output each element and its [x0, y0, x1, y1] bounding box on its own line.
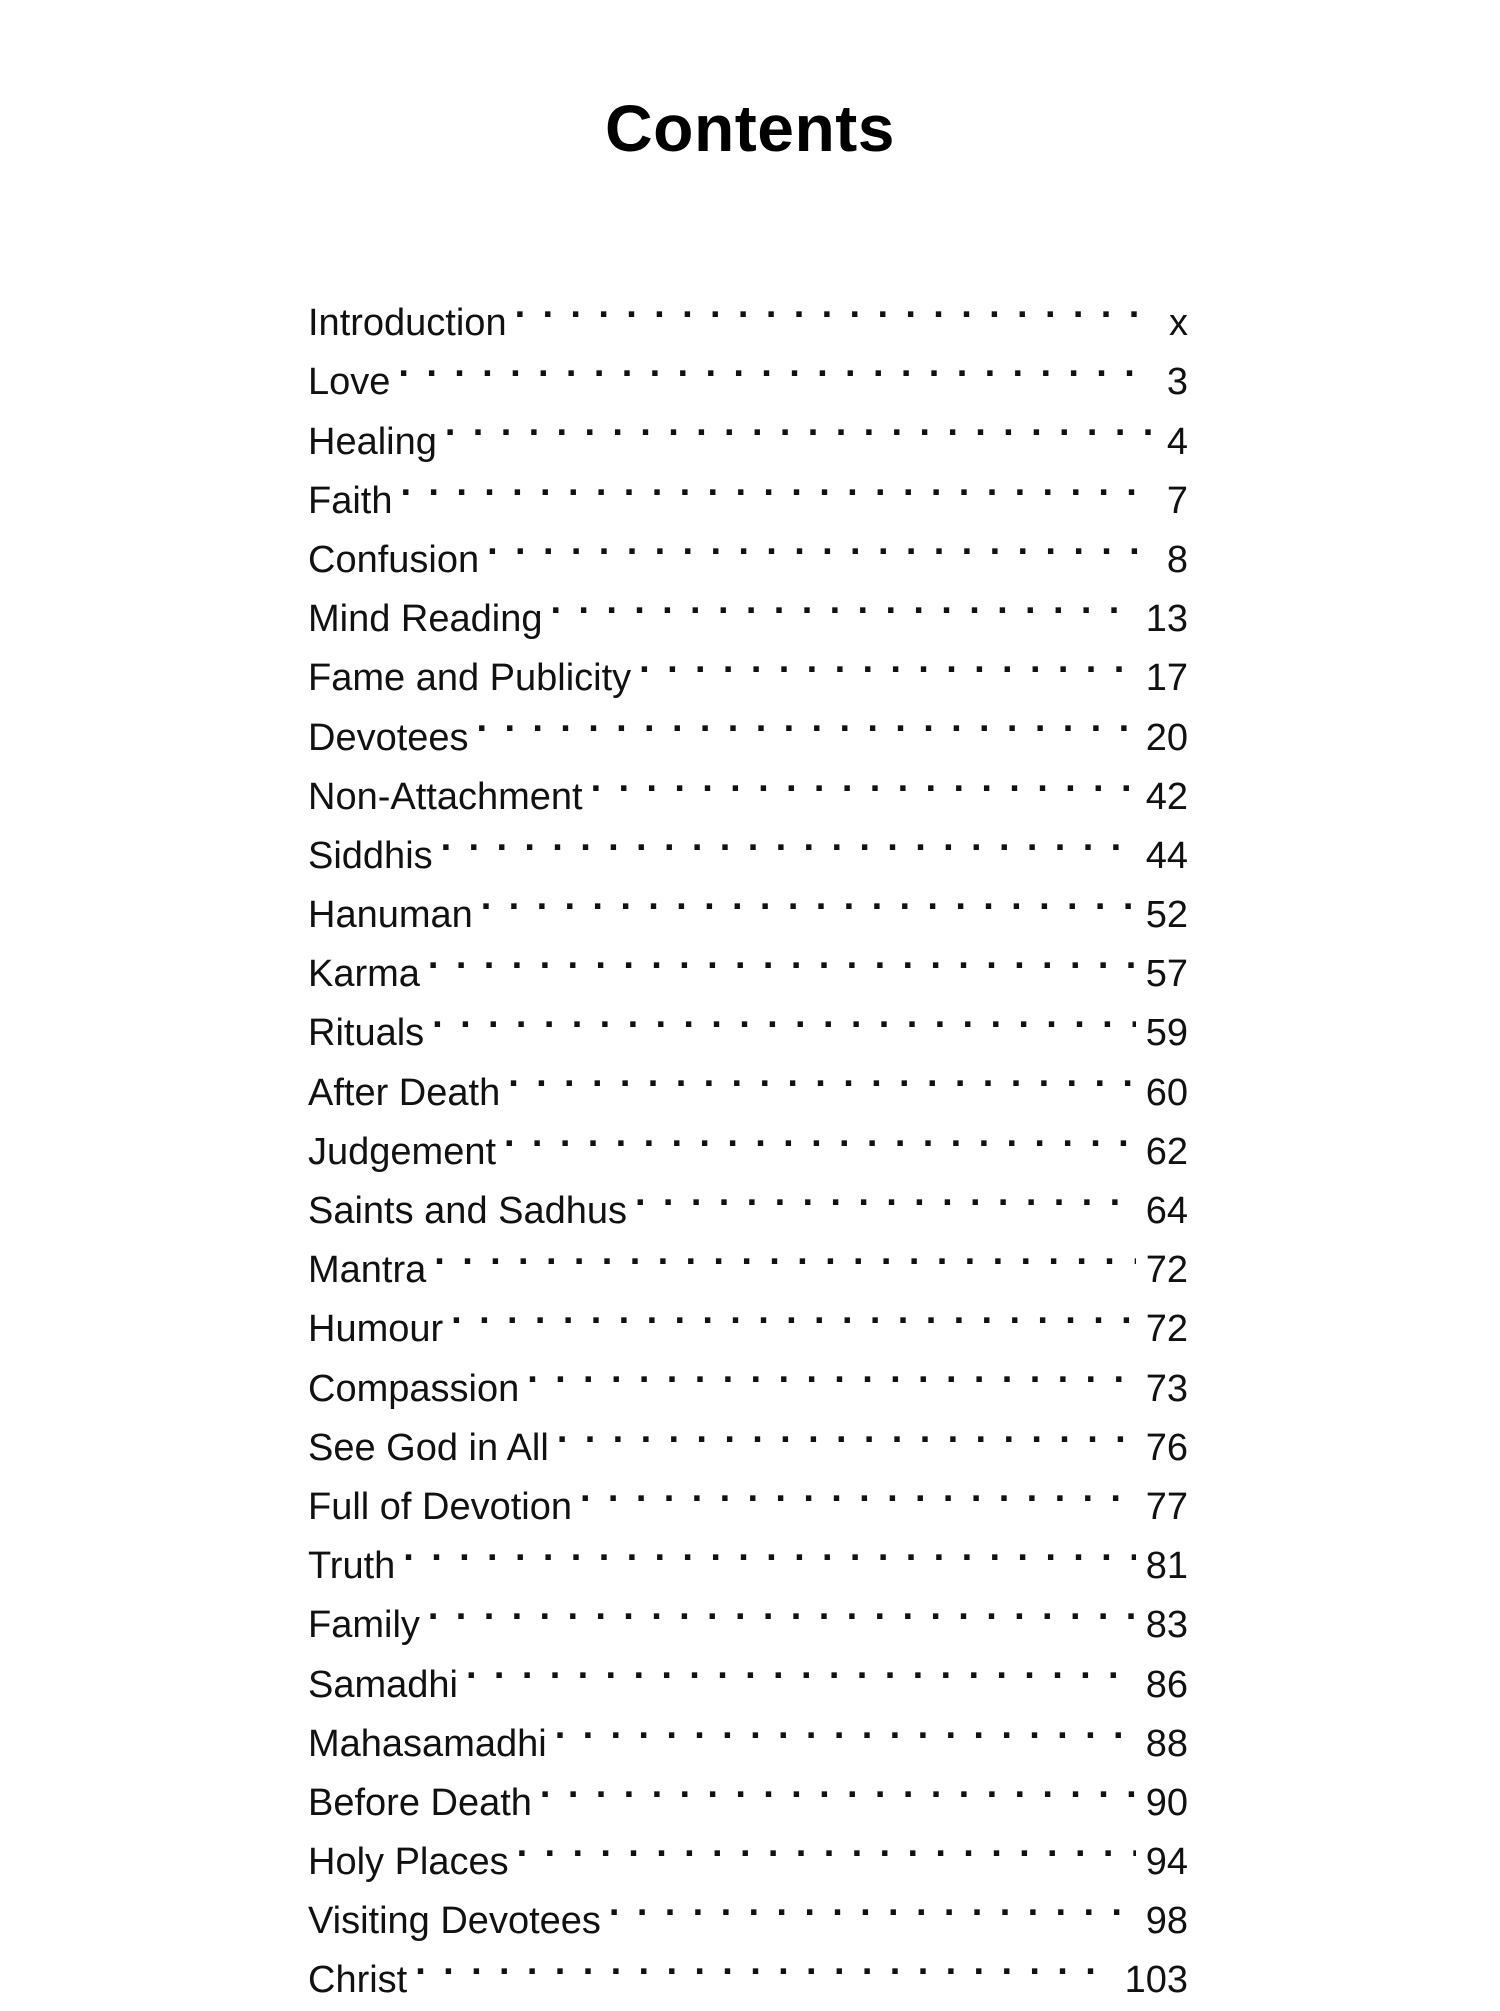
dot-leader [639, 631, 1136, 690]
toc-entry[interactable] [308, 1519, 1188, 1588]
toc-entry[interactable] [308, 513, 1188, 581]
toc-entry[interactable] [308, 1933, 1188, 2002]
toc-entry-page-number: 72 [1145, 1249, 1188, 1292]
toc-entry-title: Mind Reading [308, 598, 543, 641]
toc-entry[interactable] [308, 986, 1188, 1055]
dot-leader [515, 276, 1154, 335]
toc-entry-title: Karma [308, 953, 420, 996]
toc-entry-page-number: 73 [1145, 1367, 1188, 1410]
toc-entry-title: Devotees [308, 716, 469, 759]
toc-entry-title: Humour [308, 1308, 444, 1351]
toc-entry-page-number: 86 [1145, 1663, 1188, 1706]
toc-entry-title: Siddhis [308, 834, 433, 877]
dot-leader [415, 1933, 1114, 1992]
toc-entry-page-number: 59 [1145, 1012, 1188, 1055]
toc-entry-title: After Death [308, 1071, 501, 1114]
dot-leader [555, 1697, 1136, 1756]
toc-entry-page-number: 88 [1145, 1722, 1188, 1765]
toc-entry[interactable] [308, 1578, 1188, 1647]
toc-entry-page-number: 57 [1145, 953, 1188, 996]
toc-entry[interactable] [308, 454, 1188, 522]
toc-entry-page-number: 77 [1145, 1485, 1188, 1528]
toc-entry-page-number: 20 [1145, 716, 1188, 759]
toc-entry[interactable] [308, 276, 1188, 345]
dot-leader [557, 1401, 1136, 1460]
toc-entry[interactable] [308, 394, 1188, 463]
dot-leader [550, 572, 1135, 631]
toc-entry-page-number: 103 [1124, 1959, 1188, 2002]
toc-entry-title: Compassion [308, 1367, 520, 1410]
toc-entry-title: Non-Attachment [308, 775, 583, 818]
toc-entry-page-number: 83 [1145, 1604, 1188, 1647]
toc-entry[interactable] [308, 335, 1188, 404]
toc-entry[interactable] [308, 1282, 1188, 1351]
dot-leader [527, 1341, 1136, 1400]
toc-entry-title: Full of Devotion [308, 1485, 573, 1528]
toc-entry-title: Confusion [308, 538, 480, 581]
toc-entry-title: Healing [308, 420, 437, 463]
dot-leader [477, 690, 1136, 749]
toc-entry[interactable] [308, 809, 1188, 877]
dot-leader [403, 1519, 1135, 1578]
toc-entry-title: Fame and Publicity [308, 657, 632, 700]
toc-entry-title: Faith [308, 479, 393, 522]
toc-entry-page-number: 76 [1145, 1426, 1188, 1469]
toc-entry-page-number: 62 [1145, 1130, 1188, 1173]
page-title: Contents [605, 91, 895, 166]
toc-entry-page-number: 7 [1166, 479, 1188, 522]
toc-entry-title: Holy Places [308, 1841, 509, 1884]
toc-entry[interactable] [308, 1223, 1188, 1292]
dot-leader [540, 1756, 1136, 1815]
dot-leader [398, 335, 1154, 394]
toc-entry-page-number: 90 [1145, 1781, 1188, 1824]
toc-entry[interactable] [308, 927, 1188, 996]
table-of-contents [308, 276, 1188, 2002]
toc-entry-title: Truth [308, 1545, 396, 1588]
dot-leader [428, 927, 1136, 986]
toc-entry-title: Visiting Devotees [308, 1900, 601, 1943]
dot-leader [609, 1874, 1136, 1933]
toc-entry-title: Mantra [308, 1249, 427, 1292]
toc-entry-title: Rituals [308, 1012, 425, 1055]
toc-entry-title: Christ [308, 1959, 408, 2002]
dot-leader [400, 454, 1154, 513]
dot-leader [504, 1105, 1136, 1164]
toc-entry-page-number: 94 [1145, 1841, 1188, 1884]
toc-entry-title: Saints and Sadhus [308, 1190, 628, 1232]
toc-entry-page-number: 60 [1145, 1071, 1188, 1114]
dot-leader [635, 1164, 1136, 1223]
dot-leader [466, 1637, 1136, 1696]
toc-entry-page-number: 13 [1145, 598, 1188, 641]
toc-entry-title: Introduction [308, 302, 507, 345]
dot-leader [591, 750, 1136, 809]
toc-entry-page-number: x [1169, 302, 1188, 345]
dot-leader [434, 1223, 1135, 1282]
dot-leader [432, 986, 1136, 1045]
dot-leader [445, 394, 1154, 453]
toc-entry-page-number: 81 [1145, 1545, 1188, 1588]
dot-leader [451, 1282, 1136, 1341]
toc-entry[interactable] [308, 1637, 1188, 1706]
toc-entry-page-number: 17 [1145, 657, 1188, 700]
toc-entry-page-number: 44 [1145, 834, 1188, 877]
toc-entry-title: Before Death [308, 1781, 532, 1824]
toc-entry-title: Samadhi [308, 1663, 458, 1706]
toc-entry-title: Judgement [308, 1130, 497, 1173]
toc-entry-title: Love [308, 361, 391, 404]
toc-entry-page-number: 52 [1145, 894, 1188, 937]
toc-entry-page-number: 72 [1145, 1308, 1188, 1351]
dot-leader [481, 868, 1136, 927]
toc-entry-page-number: 64 [1145, 1190, 1188, 1232]
toc-entry-page-number: 98 [1145, 1900, 1188, 1943]
toc-entry-title: Family [308, 1604, 420, 1647]
toc-entry-title: Hanuman [308, 894, 473, 937]
toc-entry-page-number: 42 [1145, 775, 1188, 818]
dot-leader [508, 1045, 1136, 1104]
toc-entry-title: See God in All [308, 1426, 549, 1469]
toc-entry-page-number: 8 [1166, 538, 1188, 581]
toc-entry-page-number: 3 [1166, 361, 1188, 404]
dot-leader [441, 809, 1136, 868]
toc-entry-title: Mahasamadhi [308, 1722, 547, 1765]
dot-leader [428, 1578, 1136, 1637]
dot-leader [487, 513, 1154, 572]
toc-entry[interactable] [308, 1045, 1188, 1114]
dot-leader [580, 1460, 1136, 1519]
toc-entry-page-number: 4 [1166, 420, 1188, 463]
dot-leader [517, 1815, 1136, 1874]
